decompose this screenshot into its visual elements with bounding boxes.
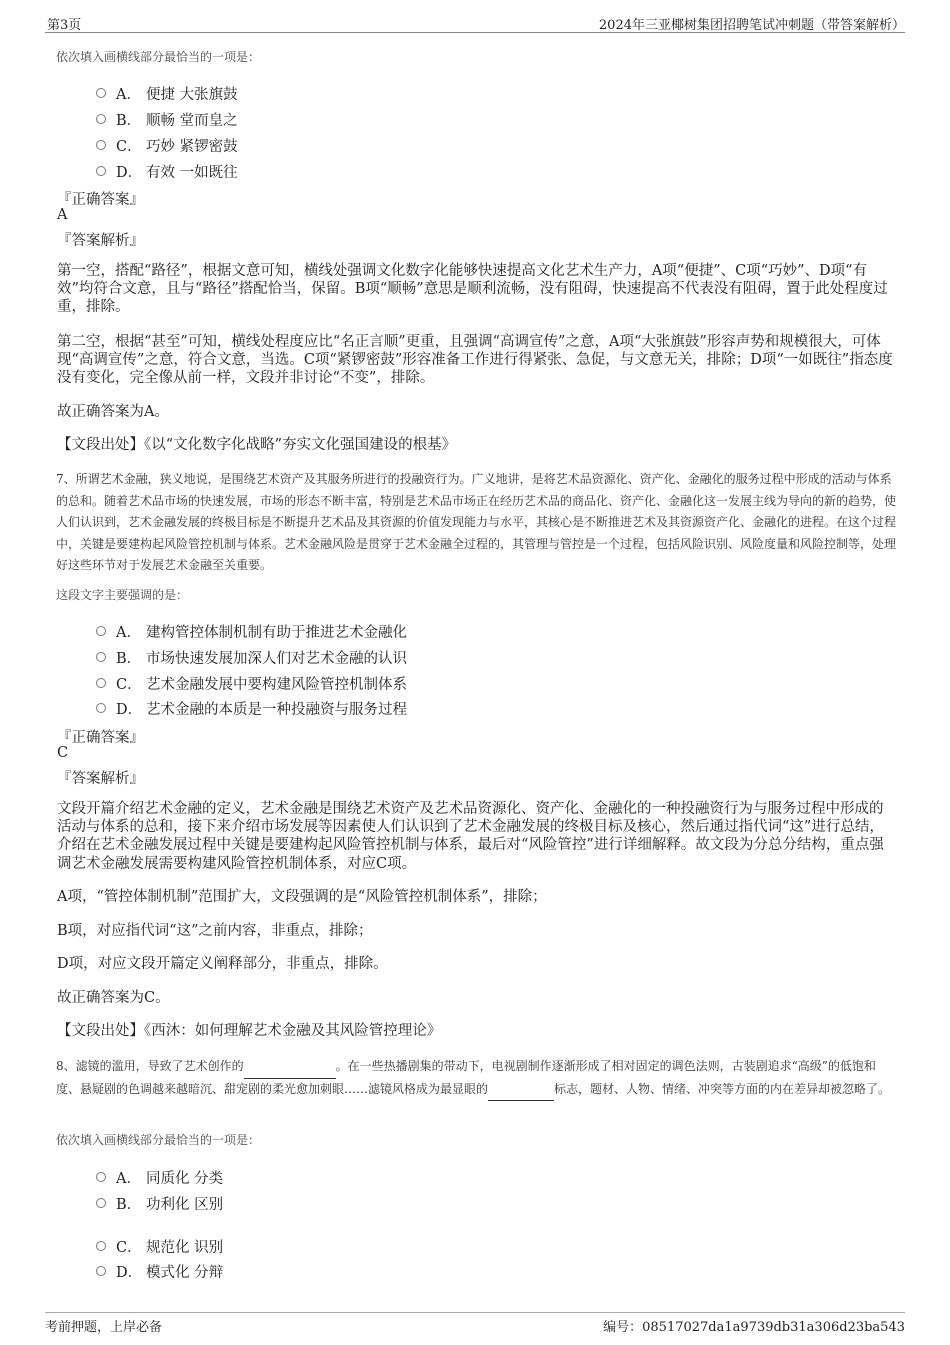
q8-stem-part-1: 8、滤镜的滥用，导致了艺术创作的 — [56, 1059, 244, 1073]
q7-analysis-paragraph-1: 文段开篇介绍艺术金融的定义，艺术金融是围绕艺术资产及艺术品资源化、资产化、金融化的一种投融资行为与服务过程中形成的活动与体系的总和，接下来介绍市场发展等因素使人们认识到了艺术金融发展的终极目标及核心，然后通过指代词“这”进行总结，介绍在艺术金融发展过程中关键是要建构起风险管控机制与体系，最后对“风险管控”进行详细解释。故文段为分总分结构，重点强调艺术金融发展需要构建风险管控机制体系，对应C项。 — [57, 801, 884, 872]
radio-icon[interactable] — [96, 140, 106, 150]
q7-answer-label: 『正确答案』 — [57, 730, 144, 746]
document-title: 2024年三亚椰树集团招聘笔试冲刺题（带答案解析） — [598, 18, 905, 33]
q7-conclusion: 故正确答案为C。 — [57, 990, 170, 1006]
option-letter: A． — [116, 625, 141, 641]
q6-analysis-paragraph-1: 第一空，搭配“路径”，根据文意可知，横线处强调文化数字化能够快速提高文化艺术生产力，A项“便捷”、C项“巧妙”、D项“有效”均符合文意，且与“路径”搭配恰当，保留。B项“顺畅”意思是顺利流畅，没有阻碍，快速提高不代表没有阻碍，置于此处程度过重，排除。 — [57, 263, 888, 316]
q6-conclusion: 故正确答案为A。 — [57, 404, 169, 420]
q8-stem-part-2: 。在一些热播剧集的带动下，电视剧制作逐渐形成了相对固定的调色法则，古装剧追求“高级”的低饱和度、悬疑剧的色调越来越暗沉、甜宠剧的柔光愈加刺眼……滤镜风格成为最显眼的 — [56, 1059, 876, 1096]
q7-prompt: 这段文字主要强调的是： — [56, 588, 189, 602]
option-letter: A． — [116, 1171, 141, 1187]
q7-analysis-label: 『答案解析』 — [57, 771, 144, 787]
option-text: 便捷 大张旗鼓 — [146, 87, 238, 103]
option-text: 建构管控体制机制有助于推进艺术金融化 — [146, 625, 407, 641]
footer-slogan: 考前押题，上岸必备 — [45, 1320, 163, 1335]
radio-icon[interactable] — [96, 114, 106, 124]
option-letter: D． — [116, 1265, 143, 1281]
document-code: 编号：08517027da1a9739db31a306d23ba543 — [603, 1320, 905, 1335]
radio-icon[interactable] — [96, 166, 106, 176]
option-text: 艺术金融的本质是一种投融资与服务过程 — [146, 702, 407, 718]
option-text: 市场快速发展加深人们对艺术金融的认识 — [146, 651, 407, 667]
q6-prompt: 依次填入画横线部分最恰当的一项是： — [56, 50, 261, 64]
q7-analysis-paragraph-4: D项，对应文段开篇定义阐释部分，非重点，排除。 — [57, 956, 388, 972]
q6-analysis-paragraph-2: 第二空，根据“甚至”可知，横线处程度应比“名正言顺”更重，且强调“高调宣传”之意，A项“大张旗鼓”形容声势和规模很大，可体现“高调宣传”之意，符合文意，当选。C项“紧锣密鼓”形容准备工作进行得紧张、急促，与文意无关，排除；D项“一如既往”指态度没有变化，完全像从前一样，文段并非讨论“不变”，排除。 — [57, 334, 893, 387]
option-text: 模式化 分辩 — [146, 1265, 224, 1281]
radio-icon[interactable] — [96, 1172, 106, 1182]
q8-prompt: 依次填入画横线部分最恰当的一项是： — [56, 1133, 261, 1147]
q7-source: 【文段出处】《西沐：如何理解艺术金融及其风险管控理论》 — [57, 1023, 442, 1039]
option-text: 巧妙 紧锣密鼓 — [146, 139, 238, 155]
option-text: 顺畅 堂而皇之 — [146, 113, 238, 129]
q7-analysis-paragraph-3: B项，对应指代词“这”之前内容，非重点，排除； — [57, 923, 373, 939]
option-letter: A． — [116, 87, 141, 103]
radio-icon[interactable] — [96, 703, 106, 713]
q7-stem: 7、所谓艺术金融，狭义地说，是围绕艺术资产及其服务所进行的投融资行为。广义地讲，是将艺术品资源化、资产化、金融化的服务过程中形成的活动与体系的总和。随着艺术品市场的快速发展，市场的形态不断丰富，特别是艺术品市场正在经历艺术品的商品化、资产化、金融化这一发展主线为导向的新的趋势，使人们认识到，艺术金融发展的终极目标是不断提升艺术品及其资源的价值发现能力与水平，其核心是不断推进艺术及其资源资产化、金融化的进程。在这个过程中，关键是要建构起风险管控机制与体系。艺术金融风险是贯穿于艺术金融全过程的，其管理与管控是一个过程，包括风险识别、风险度量和风险控制等，处理好这些环节对于发展艺术金融至关重要。 — [56, 472, 897, 572]
fill-blank-1 — [244, 1056, 336, 1079]
option-text: 规范化 识别 — [146, 1240, 224, 1256]
option-letter: D． — [116, 165, 143, 181]
page-header — [45, 10, 905, 33]
q6-analysis-label: 『答案解析』 — [57, 233, 144, 249]
option-letter: D． — [116, 702, 143, 718]
q7-answer: C — [57, 745, 69, 761]
page-footer — [45, 1312, 905, 1335]
radio-icon[interactable] — [96, 1266, 106, 1276]
page-number: 第3页 — [47, 18, 82, 33]
radio-icon[interactable] — [96, 1241, 106, 1251]
option-letter: C． — [116, 139, 142, 155]
q8-stem — [56, 1056, 896, 1101]
option-text: 艺术金融发展中要构建风险管控机制体系 — [146, 677, 407, 693]
radio-icon[interactable] — [96, 652, 106, 662]
fill-blank-2 — [488, 1079, 554, 1102]
radio-icon[interactable] — [96, 1198, 106, 1208]
radio-icon[interactable] — [96, 88, 106, 98]
radio-icon[interactable] — [96, 678, 106, 688]
option-text: 功利化 区别 — [146, 1197, 224, 1213]
option-text: 同质化 分类 — [146, 1171, 224, 1187]
option-letter: C． — [116, 1240, 142, 1256]
option-letter: B． — [116, 1197, 142, 1213]
q7-analysis-paragraph-2: A项，“管控体制机制”范围扩大，文段强调的是“风险管控机制体系”，排除； — [57, 889, 547, 905]
option-text: 有效 一如既往 — [146, 165, 238, 181]
option-letter: B． — [116, 113, 142, 129]
radio-icon[interactable] — [96, 626, 106, 636]
q6-answer-label: 『正确答案』 — [57, 192, 144, 208]
q6-source: 【文段出处】《以“文化数字化战略”夯实文化强国建设的根基》 — [57, 437, 457, 453]
q6-answer: A — [57, 207, 68, 223]
option-letter: C． — [116, 677, 142, 693]
q8-stem-part-3: 标志，题材、人物、情绪、冲突等方面的内在差异却被忽略了。 — [554, 1081, 891, 1096]
option-letter: B． — [116, 651, 142, 667]
